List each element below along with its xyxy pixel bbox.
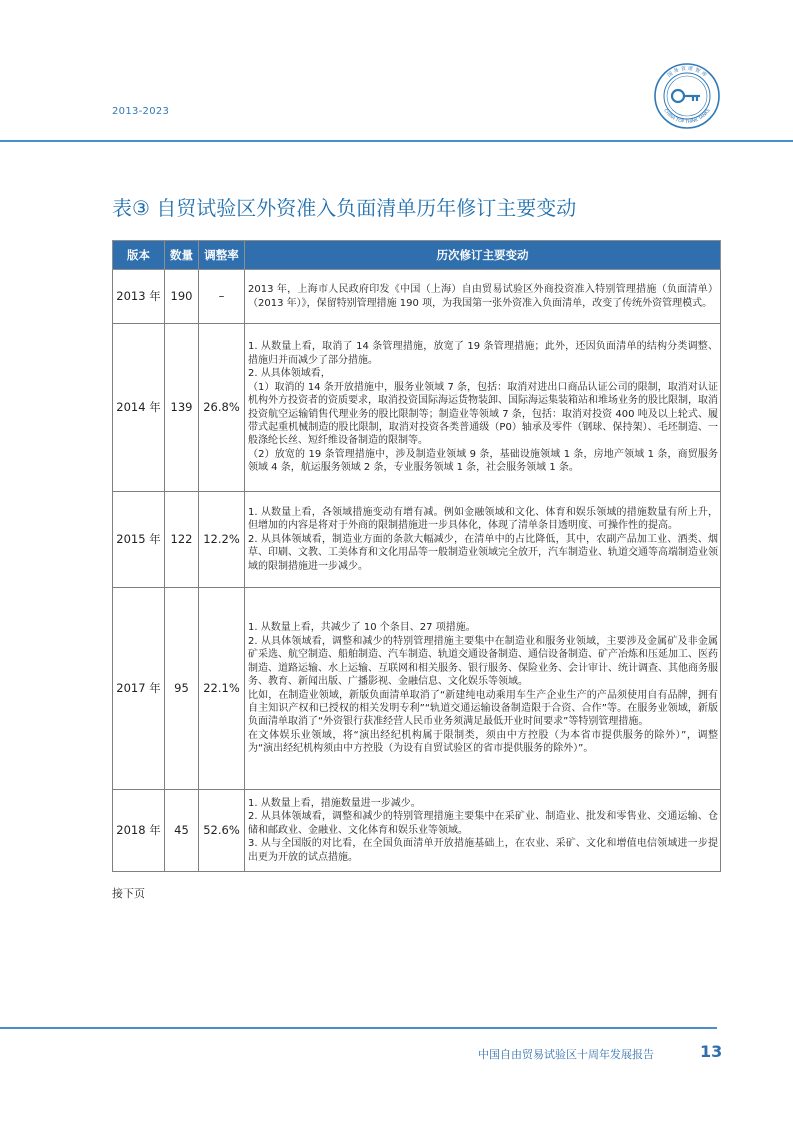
header-count: 数量 <box>165 241 199 270</box>
row-count: 139 <box>165 324 199 492</box>
row-version: 2014 年 <box>113 324 165 492</box>
table-row <box>113 324 721 492</box>
row-version: 2018 年 <box>113 790 165 872</box>
row-rate: 12.2% <box>199 492 245 588</box>
table-row <box>113 588 721 790</box>
header-version: 版本 <box>113 241 165 270</box>
row-count: 190 <box>165 270 199 324</box>
header-rule <box>0 140 793 142</box>
footer-report-title: 中国自由贸易试验区十周年发展报告 <box>478 1048 654 1061</box>
header-year-range: 2013-2023 <box>112 106 170 117</box>
row-description: 1. 从数量上看，各领域措施变动有增有减。例如金融领域和文化、体育和娱乐领域的措施数量有所上升，但增加的内容是将对于外商的限制措施进一步具体化，体现了清单条目透明度、可操作性的提高。 2. 从具体领域看，制造业方面的条款大幅减少，在清单中的占比降低，其中，农副产品加工业、酒类、烟草、印刷、文教、工美体育和文化用品等一般制造业领域完全放开，汽车制造业、轨道交通等高端制造业领域的限制措施进一步减少。 <box>245 492 721 588</box>
row-version: 2013 年 <box>113 270 165 324</box>
row-count: 95 <box>165 588 199 790</box>
negative-list-revision-table <box>112 240 721 872</box>
row-description: 2013 年，上海市人民政府印发《中国（上海）自由贸易试验区外商投资准入特别管理措施（负面清单）（2013 年）》，保留特别管理措施 190 项，为我国第一张外资准入负面清单，改变了传统外资管理模式。 <box>245 270 721 324</box>
row-rate: 22.1% <box>199 588 245 790</box>
row-rate: 26.8% <box>199 324 245 492</box>
table-title: 表③ 自贸试验区外资准入负面清单历年修订主要变动 <box>112 196 577 220</box>
row-rate: – <box>199 270 245 324</box>
table-row <box>113 790 721 872</box>
svg-text:国 务 首 席 智 库 <box>665 64 708 79</box>
page-number: 13 <box>700 1042 723 1061</box>
row-description: 1. 从数量上看，措施数量进一步减少。 2. 从具体领域看，调整和减少的特别管理措施主要集中在采矿业、制造业、批发和零售业、交通运输、仓储和邮政业、金融业、文化体育和娱乐业等领域。 3. 从与全国版的对比看，在全国负面清单开放措施基础上，在农业、采矿、文化和增值电信领域进一步提出更为开放的试点措施。 <box>245 790 721 872</box>
header-changes: 历次修订主要变动 <box>245 241 721 270</box>
row-version: 2015 年 <box>113 492 165 588</box>
row-version: 2017 年 <box>113 588 165 790</box>
logo-ring-text-top: 国 务 首 席 智 库 <box>666 65 708 79</box>
table-header-row <box>113 241 721 270</box>
row-count: 122 <box>165 492 199 588</box>
row-rate: 52.6% <box>199 790 245 872</box>
table-row <box>113 492 721 588</box>
think-tank-logo <box>653 62 721 130</box>
row-description: 1. 从数量上看，共减少了 10 个条目、27 项措施。 2. 从具体领域看，调整和减少的特别管理措施主要集中在制造业和服务业领域，主要涉及金属矿及非金属矿采选、航空制造、船舶制造、汽车制造、轨道交通设备制造、通信设备制造、矿产冶炼和压延加工、医药制造、道路运输、水上运输、互联网和相关服务、银行服务、保险业务、会计审计、统计调查、其他商务服务、教育、新闻出版、广播影视、金融信息、文化娱乐等领域。 比如，在制造业领域，新版负面清单取消了“新建纯电动乘用车生产企业生产的产品须使用自有品牌，拥有自主知识产权和已授权的相关发明专利”“轨道交通运输设备制造限于合资、合作”等。在服务业领域，新版负面清单取消了“外资银行获准经营人民币业务须满足最低开业时间要求”等特别管理措施。 在文体娱乐业领域，将“演出经纪机构属于限制类，须由中方控股（为本省市提供服务的除外）”，调整为“演出经纪机构须由中方控股（为设有自贸试验区的省市提供服务的除外）”。 <box>245 588 721 790</box>
row-description: 1. 从数量上看，取消了 14 条管理措施，放宽了 19 条管理措施；此外，还因负面清单的结构分类调整、措施归并而减少了部分措施。 2. 从具体领域看， （1）取消的 14 条开放措施中，服务业领域 7 条，包括：取消对进出口商品认证公司的限制，取消对认证机构外方投资者的资质要求，取消投资国际海运货物装卸、国际海运集装箱站和堆场业务的股比限制，取消投资航空运输销售代理业务的股比限制等；制造业等领域 7 条，包括：取消对投资 400 吨及以上轮式、履带式起重机械制造的股比限制，取消对投资各类普通级（P0）轴承及零件（钢球、保持架）、毛坯制造、一般涤纶长丝、短纤维设备制造的限制等。 （2）放宽的 19 条管理措施中，涉及制造业领域 9 条，基础设施领域 1 条，房地产领域 1 条，商贸服务领域 4 条，航运服务领域 2 条，专业服务领域 1 条，社会服务领域 1 条。 <box>245 324 721 492</box>
continued-on-next-page: 接下页 <box>112 887 145 900</box>
table-row <box>113 270 721 324</box>
header-rate: 调整率 <box>199 241 245 270</box>
row-count: 45 <box>165 790 199 872</box>
key-icon <box>672 90 700 102</box>
footer-rule <box>0 1027 717 1029</box>
logo-ring-text-bottom: CHINA TOP THINK TANKS <box>662 108 712 126</box>
